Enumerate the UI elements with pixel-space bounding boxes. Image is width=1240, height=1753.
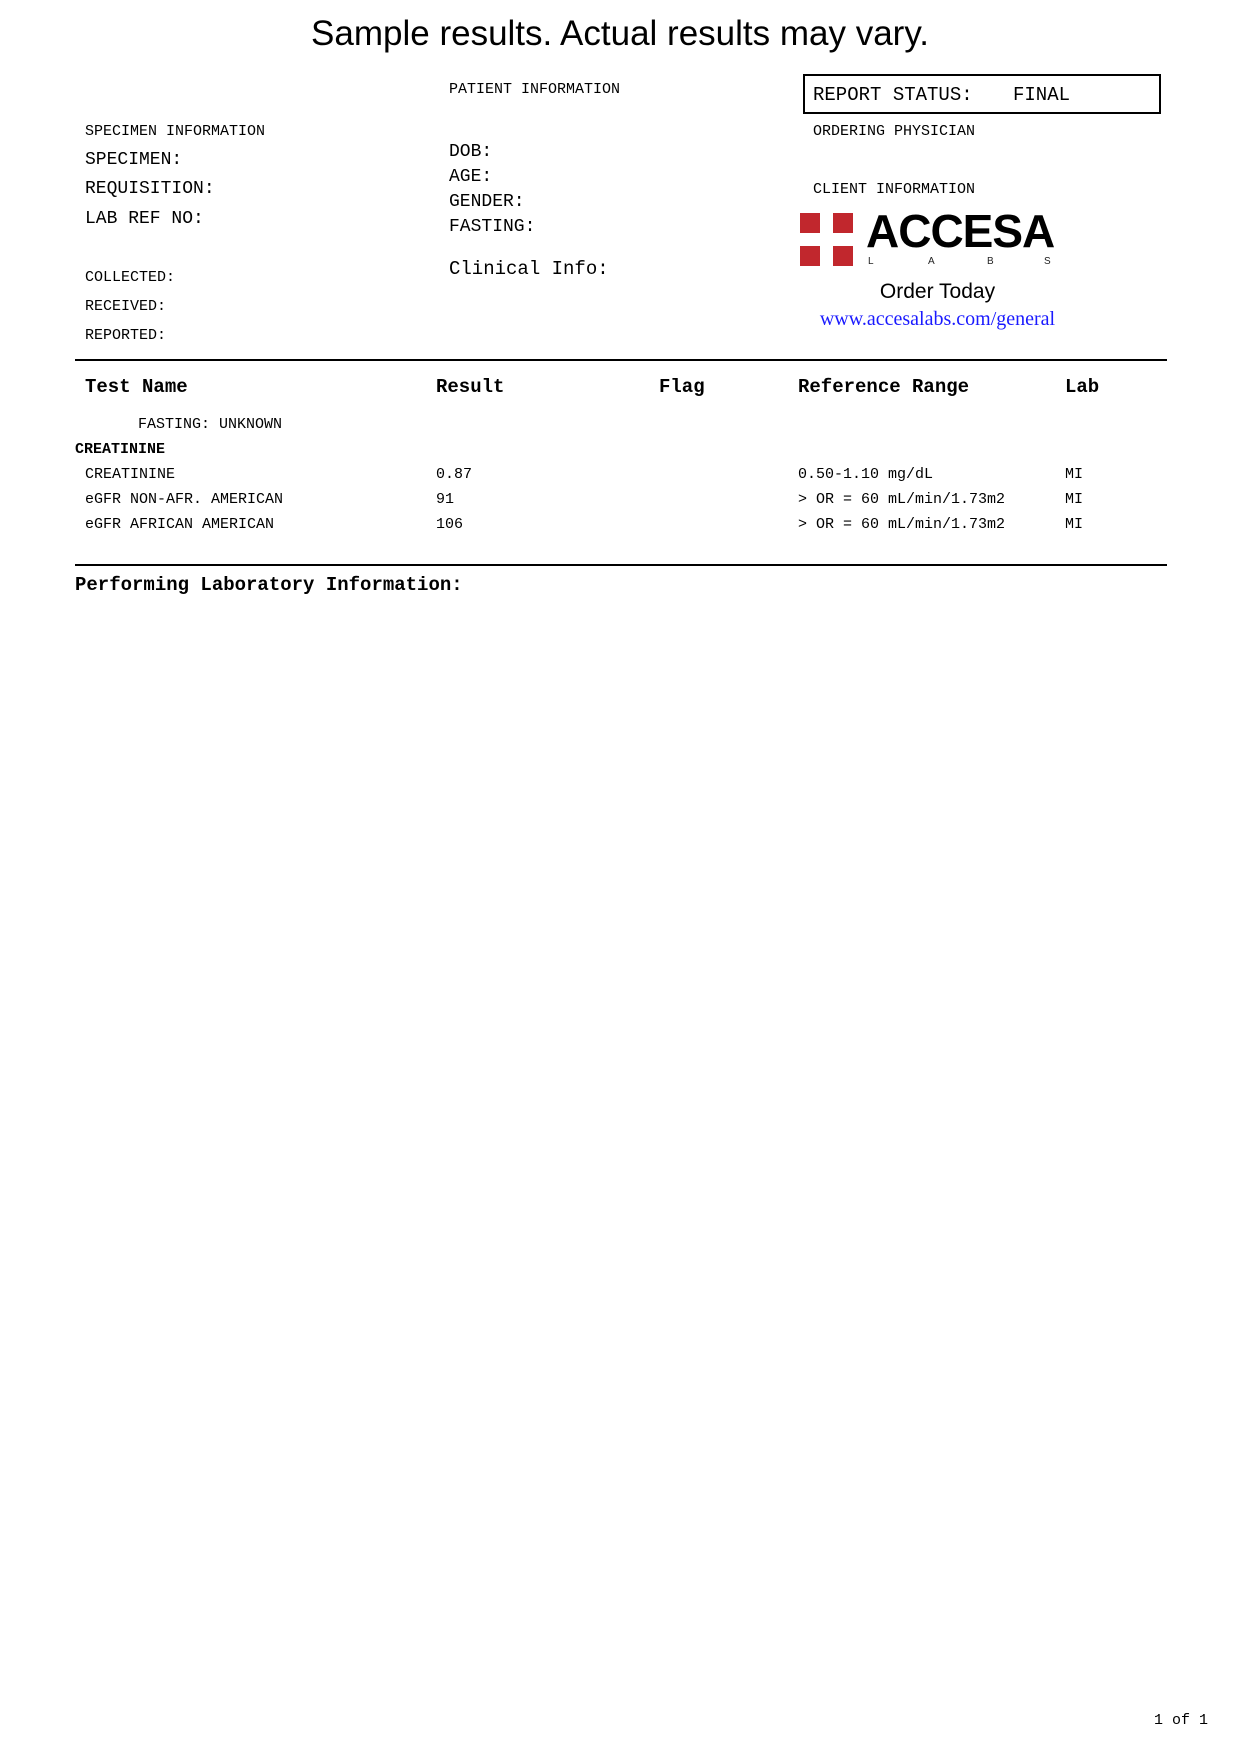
performing-lab-heading: Performing Laboratory Information: xyxy=(75,574,463,596)
col-header-range: Reference Range xyxy=(798,376,970,398)
logo-square-2 xyxy=(833,213,853,233)
sample-banner: Sample results. Actual results may vary. xyxy=(311,14,929,53)
logo-square-1 xyxy=(800,213,820,233)
specimen-info-heading: SPECIMEN INFORMATION xyxy=(85,123,266,140)
row-2-range: > OR = 60 mL/min/1.73m2 xyxy=(798,491,1006,508)
requisition-label: REQUISITION: xyxy=(85,179,215,199)
logo-sub-a: A xyxy=(928,256,935,267)
row-1-lab: MI xyxy=(1065,466,1084,483)
clinical-info-label: Clinical Info: xyxy=(449,258,609,280)
logo-sub-l: L xyxy=(868,256,874,267)
reported-label: REPORTED: xyxy=(85,327,167,344)
col-header-flag: Flag xyxy=(659,376,705,398)
fasting-note: FASTING: UNKNOWN xyxy=(138,416,283,433)
report-status-label: REPORT STATUS: xyxy=(813,84,973,106)
results-divider xyxy=(75,564,1167,566)
logo-name: ACCESA xyxy=(866,205,1055,257)
fasting-label: FASTING: xyxy=(449,217,536,237)
col-header-result: Result xyxy=(436,376,505,398)
logo-square-3 xyxy=(800,246,820,266)
ordering-physician-heading: ORDERING PHYSICIAN xyxy=(813,123,976,140)
col-header-test: Test Name xyxy=(85,376,188,398)
age-label: AGE: xyxy=(449,167,493,187)
row-3-range: > OR = 60 mL/min/1.73m2 xyxy=(798,516,1006,533)
test-group-title: CREATININE xyxy=(75,441,166,458)
logo-sub-s: S xyxy=(1044,256,1051,267)
received-label: RECEIVED: xyxy=(85,298,167,315)
row-3-result: 106 xyxy=(436,516,464,533)
lab-ref-label: LAB REF NO: xyxy=(85,209,204,229)
row-1-test: CREATININE xyxy=(85,466,176,483)
row-3-test: eGFR AFRICAN AMERICAN xyxy=(85,516,275,533)
order-today-text: Order Today xyxy=(879,280,996,303)
report-status-value: FINAL xyxy=(1013,84,1071,106)
page-number: 1 of 1 xyxy=(1154,1712,1209,1729)
collected-label: COLLECTED: xyxy=(85,269,176,286)
dob-label: DOB: xyxy=(449,142,493,162)
accesa-website-link[interactable]: www.accesalabs.com/general xyxy=(819,308,1056,330)
specimen-label: SPECIMEN: xyxy=(85,150,183,170)
row-1-range: 0.50-1.10 mg/dL xyxy=(798,466,934,483)
row-2-result: 91 xyxy=(436,491,455,508)
row-1-result: 0.87 xyxy=(436,466,473,483)
row-2-test: eGFR NON-AFR. AMERICAN xyxy=(85,491,284,508)
gender-label: GENDER: xyxy=(449,192,525,212)
row-3-lab: MI xyxy=(1065,516,1084,533)
col-header-lab: Lab xyxy=(1065,376,1100,398)
patient-info-heading: PATIENT INFORMATION xyxy=(449,81,621,98)
row-2-lab: MI xyxy=(1065,491,1084,508)
logo-square-4 xyxy=(833,246,853,266)
logo-sub-b: B xyxy=(987,256,994,267)
client-info-heading: CLIENT INFORMATION xyxy=(813,181,976,198)
header-divider xyxy=(75,359,1167,361)
